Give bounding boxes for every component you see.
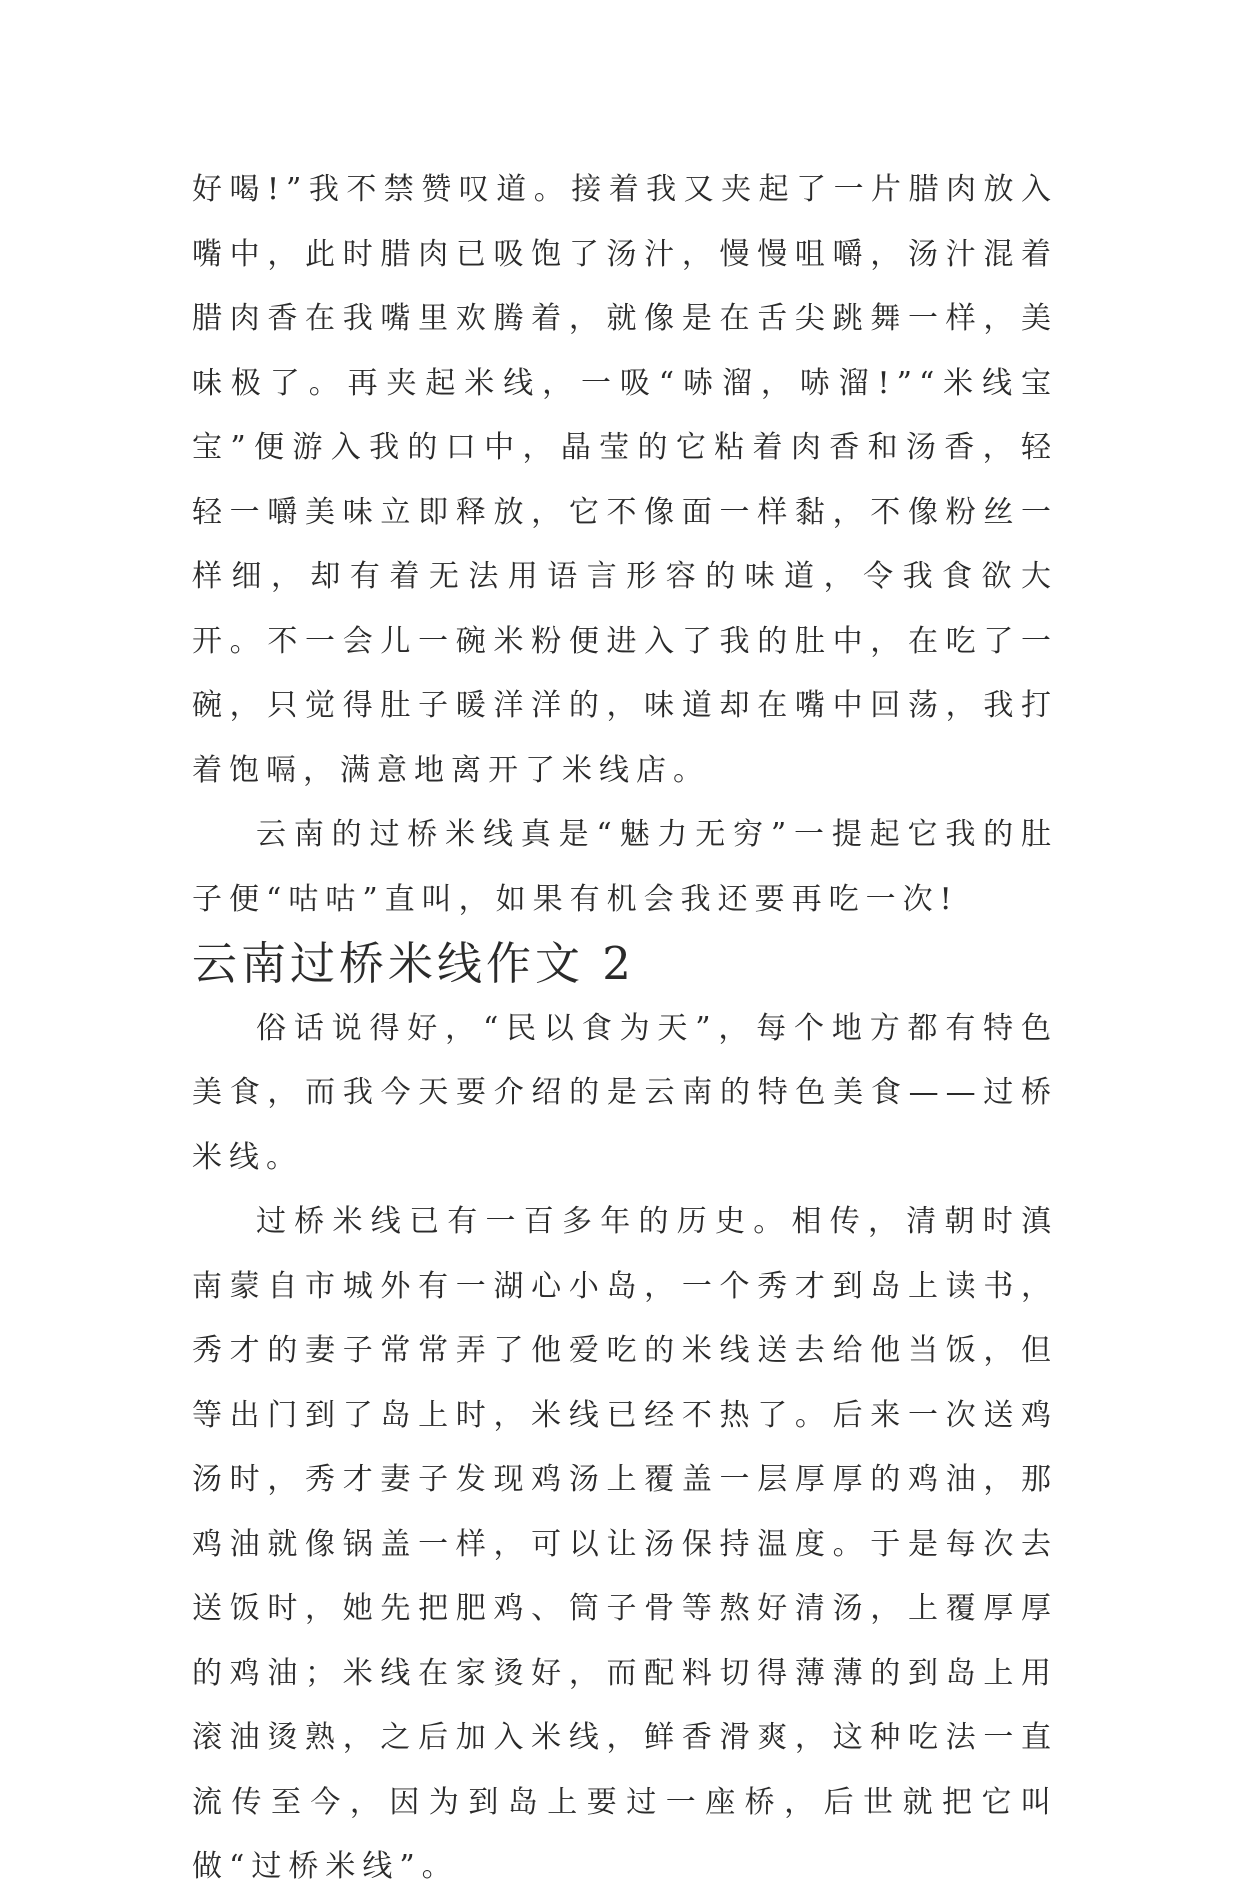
document-page xyxy=(192,158,1058,1900)
paragraph-conclusion: 云南的过桥米线真是“魅力无穷”一提起它我的肚子便“咕咕”直叫，如果有机会我还要再吃一次! xyxy=(192,817,1058,917)
paragraph-history: 过桥米线已有一百多年的历史。相传，清朝时滇南蒙自市城外有一湖心小岛，一个秀才到岛上读书，秀才的妻子常常弄了他爱吃的米线送去给他当饭，但等出门到了岛上时，米线已经不热了。后来一次送鸡汤时，秀才妻子发现鸡汤上覆盖一层厚厚的鸡油，那鸡油就像锅盖一样，可以让汤保持温度。于是每次去送饭时，她先把肥鸡、筒子骨等熬好清汤，上覆厚厚的鸡油；米线在家烫好，而配料切得薄薄的到岛上用滚油烫熟，之后加入米线，鲜香滑爽，这种吃法一直流传至今，因为到岛上要过一座桥，后世就把它叫做“过桥米线”。 xyxy=(192,1204,1058,1884)
paragraph-intro: 俗话说得好，“民以食为天”，每个地方都有特色美食，而我今天要介绍的是云南的特色美食——过桥米线。 xyxy=(192,1010,1058,1175)
paragraph-continued: 好喝!”我不禁赞叹道。接着我又夹起了一片腊肉放入嘴中，此时腊肉已吸饱了汤汁，慢慢咀嚼，汤汁混着腊肉香在我嘴里欢腾着，就像是在舌尖跳舞一样，美味极了。再夹起米线，一吸“哧溜，哧溜!”“米线宝宝”便游入我的口中，晶莹的它粘着肉香和汤香，轻轻一嚼美味立即释放，它不像面一样黏，不像粉丝一样细，却有着无法用语言形容的味道，令我食欲大开。不一会儿一碗米粉便进入了我的肚中，在吃了一碗，只觉得肚子暖洋洋的，味道却在嘴中回荡，我打着饱嗝，满意地离开了米线店。 xyxy=(192,172,1058,788)
section-title: 云南过桥米线作文 2 xyxy=(192,937,635,990)
